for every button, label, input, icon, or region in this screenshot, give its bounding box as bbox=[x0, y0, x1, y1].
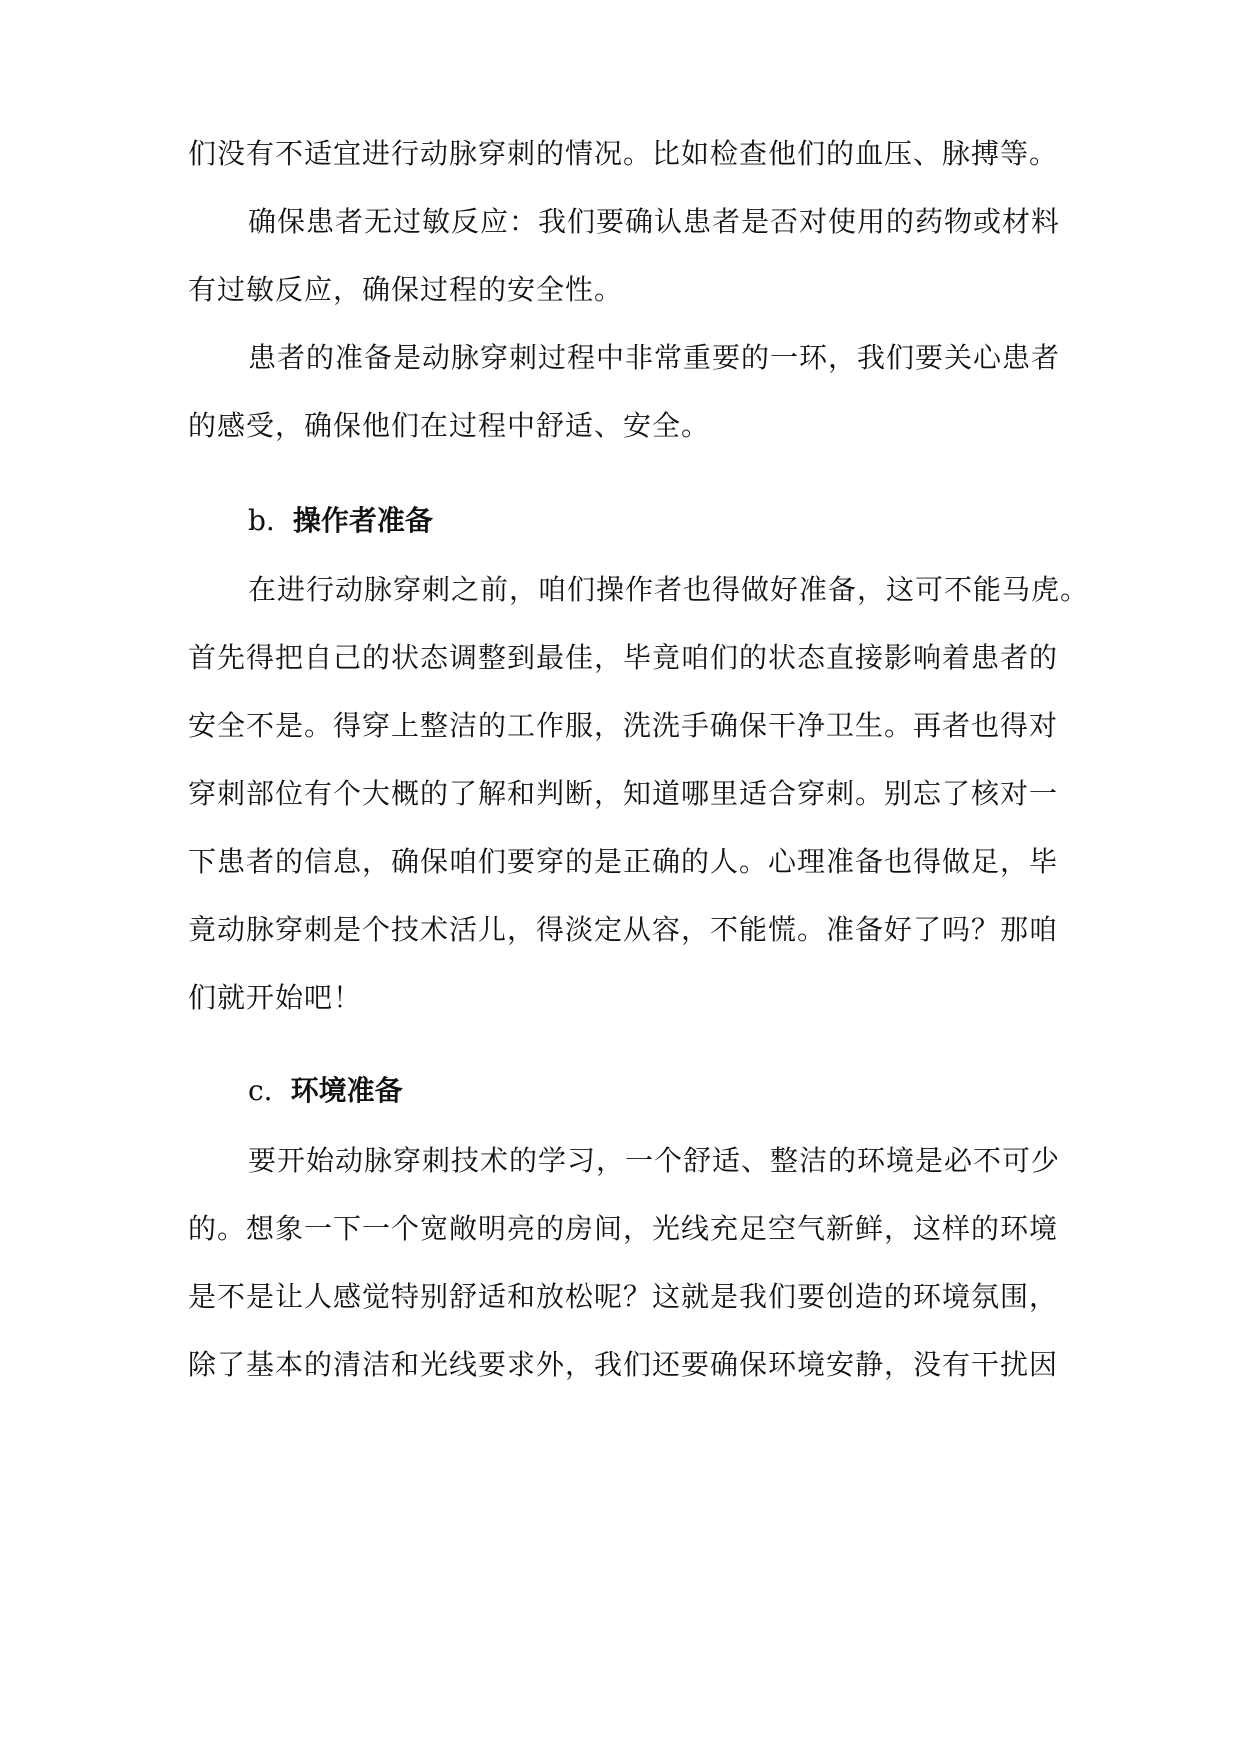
paragraph-line: 首先得把自己的状态调整到最佳，毕竟咱们的状态直接影响着患者的 bbox=[188, 641, 1059, 674]
heading-marker: c. bbox=[248, 1074, 273, 1107]
paragraph-line: 们没有不适宜进行动脉穿刺的情况。比如检查他们的血压、脉搏等。 bbox=[188, 137, 1059, 170]
paragraph-line: 有过敏反应，确保过程的安全性。 bbox=[188, 273, 624, 306]
paragraph-line: 患者的准备是动脉穿刺过程中非常重要的一环，我们要关心患者 bbox=[248, 341, 1061, 374]
paragraph-line: 确保患者无过敏反应：我们要确认患者是否对使用的药物或材料 bbox=[248, 205, 1061, 238]
paragraph-line: 竟动脉穿刺是个技术活儿，得淡定从容，不能慌。准备好了吗？那咱 bbox=[188, 913, 1059, 946]
paragraph-line: 们就开始吧！ bbox=[188, 981, 363, 1014]
heading-title: 环境准备 bbox=[290, 1074, 403, 1107]
paragraph-line: 的。想象一下一个宽敞明亮的房间，光线充足空气新鲜，这样的环境 bbox=[188, 1212, 1059, 1245]
heading-marker: b. bbox=[248, 504, 275, 537]
paragraph-line: 安全不是。得穿上整洁的工作服，洗洗手确保干净卫生。再者也得对 bbox=[188, 709, 1059, 742]
paragraph-line: 要开始动脉穿刺技术的学习，一个舒适、整洁的环境是必不可少 bbox=[248, 1144, 1061, 1177]
paragraph-line: 下患者的信息，确保咱们要穿的是正确的人。心理准备也得做足，毕 bbox=[188, 845, 1059, 878]
paragraph-line: 在进行动脉穿刺之前，咱们操作者也得做好准备，这可不能马虎。 bbox=[248, 573, 1090, 606]
section-heading-c bbox=[248, 1070, 403, 1111]
paragraph-line: 除了基本的清洁和光线要求外，我们还要确保环境安静，没有干扰因 bbox=[188, 1348, 1059, 1381]
paragraph-line: 穿刺部位有个大概的了解和判断，知道哪里适合穿刺。别忘了核对一 bbox=[188, 777, 1059, 810]
section-heading-b bbox=[248, 500, 433, 541]
paragraph-line: 是不是让人感觉特别舒适和放松呢？这就是我们要创造的环境氛围， bbox=[188, 1280, 1059, 1313]
paragraph-line: 的感受，确保他们在过程中舒适、安全。 bbox=[188, 409, 711, 442]
heading-title: 操作者准备 bbox=[292, 504, 433, 537]
